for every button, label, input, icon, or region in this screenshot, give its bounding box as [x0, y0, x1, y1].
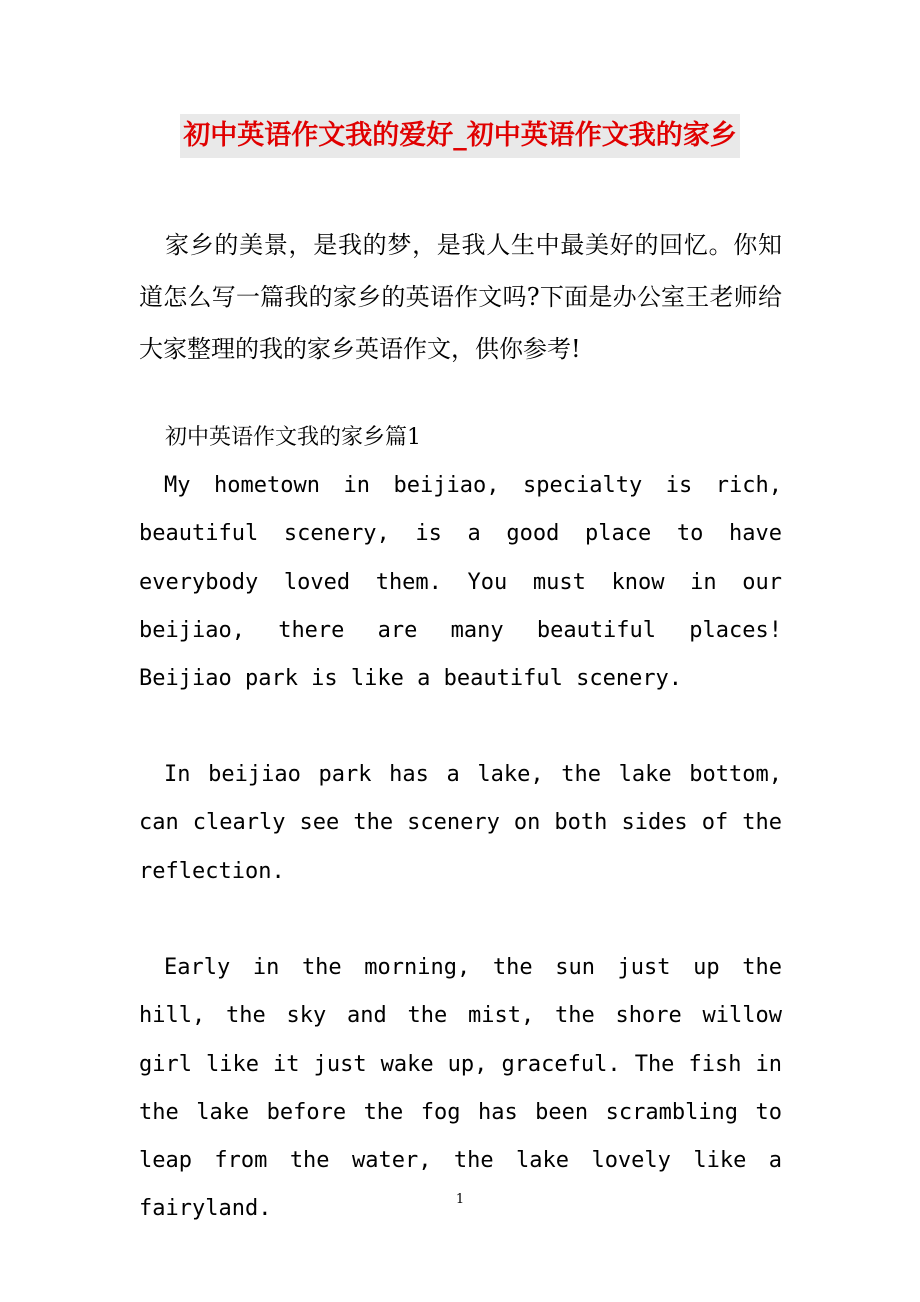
intro-paragraph: 家乡的美景，是我的梦，是我人生中最美好的回忆。你知道怎么写一篇我的家乡的英语作文吗?下面是办公室王老师给大家整理的我的家乡英语作文，供你参考!	[139, 231, 782, 363]
body-paragraph: In beijiao park has a lake, the lake bottom, can clearly see the scenery on both sides of the reflection.	[139, 762, 782, 884]
title-container	[0, 114, 920, 158]
body-paragraph: My hometown in beijiao, specialty is rich, beautiful scenery, is a good place to have everybody loved them. You must know in our beijiao, there are many beautiful places! Beijiao park is like a beautiful scenery.	[139, 473, 782, 692]
section-heading: 初中英语作文我的家乡篇1	[165, 425, 421, 450]
document-title: 初中英语作文我的爱好_初中英语作文我的家乡	[180, 114, 740, 158]
body-paragraph: Early in the morning, the sun just up the hill, the sky and the mist, the shore willow girl like it just wake up, graceful. The fish in the lake before the fog has been scrambling to leap from the water, the lake lovely like a fairyland.	[139, 955, 782, 1222]
page-number: 1	[455, 1192, 465, 1207]
